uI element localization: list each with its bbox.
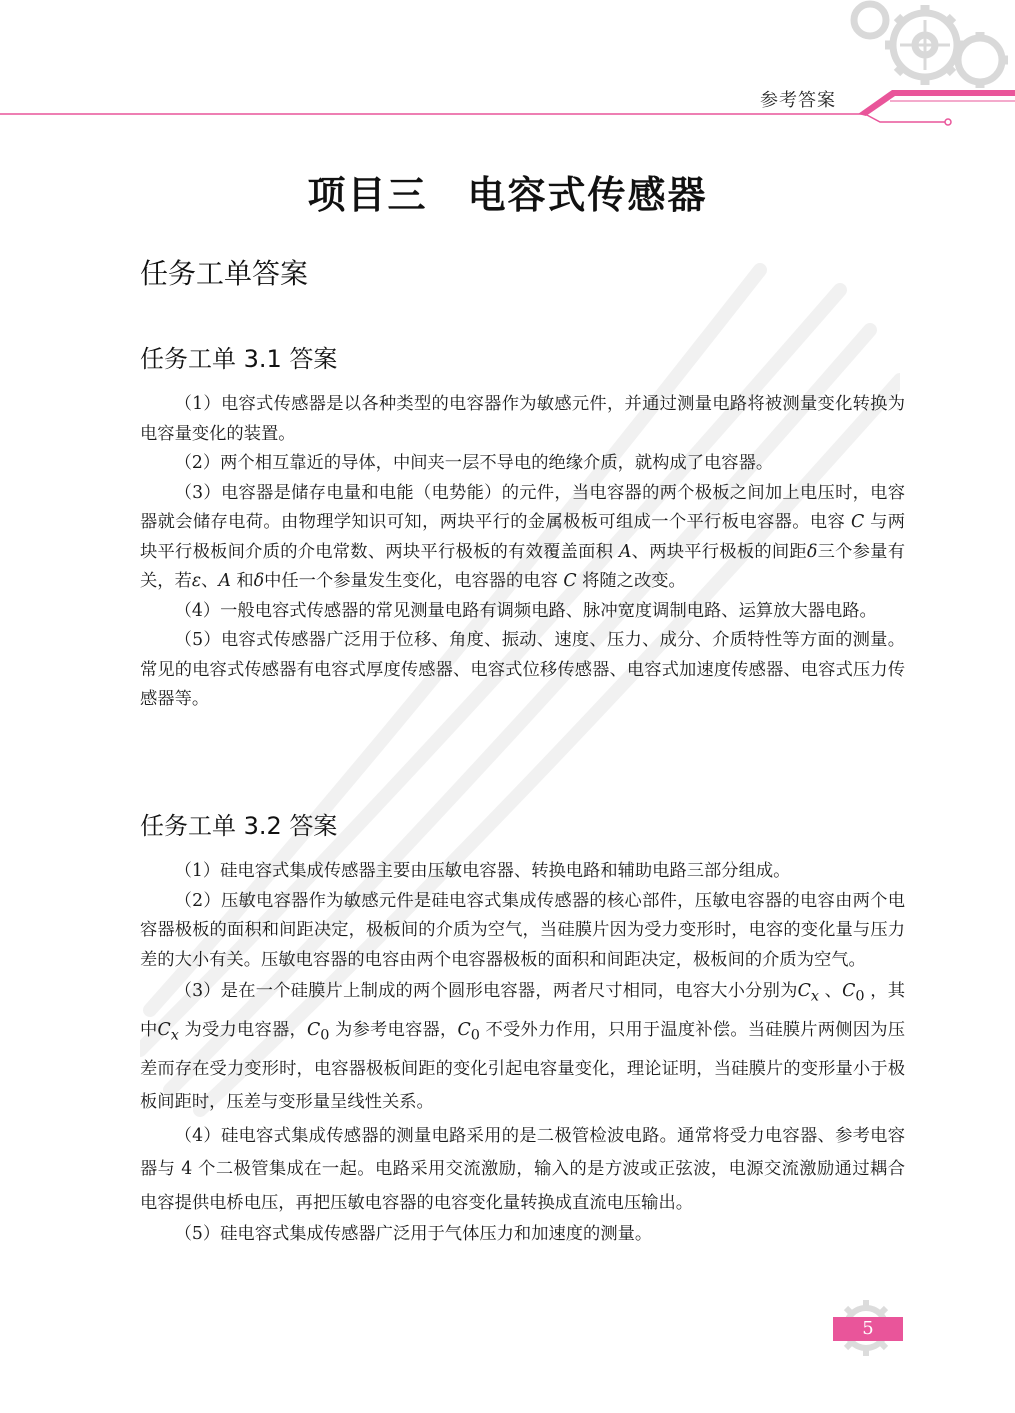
task-3-2-body xyxy=(140,857,905,1250)
task-3-2-item-3: （3）是在一个硅膜片上制成的两个圆形电容器，两者尺寸相同，电容大小分别为$C_x$ 、$C_0$ ，其中$C_x$ 为受力电容器，$C_0$ 为参考电容器，$C_0$ 不受外力作用，只用于温度补偿。当硅膜片两侧因为压差而存在受力变形时，电容器极板间距的变化引起电容量变化，理论证明，当硅膜片的变形量小于极板间距时，压差与变形量呈线性关系。 xyxy=(140,981,906,1113)
task-3-1-item-5: （5）电容式传感器广泛用于位移、角度、振动、速度、压力、成分、介质特性等方面的测量。常见的电容式传感器有电容式厚度传感器、电容式位移传感器、电容式加速度传感器、电容式压力传感器等。 xyxy=(140,630,905,709)
symbol-delta: δ xyxy=(806,541,818,562)
subscript-0: 0 xyxy=(855,988,865,1005)
section-title: 任务工单答案 xyxy=(140,257,309,290)
task-3-1-title: 任务工单 3.1 答案 xyxy=(140,345,338,373)
task-3-2-item-5: （5）硅电容式集成传感器广泛用于气体压力和加速度的测量。 xyxy=(174,1224,653,1245)
page-number: 5 xyxy=(833,1317,903,1341)
task-3-1-item-4: （4）一般电容式传感器的常见测量电路有调频电路、脉冲宽度调制电路、运算放大器电路。 xyxy=(174,600,877,621)
task-3-2-title: 任务工单 3.2 答案 xyxy=(140,812,338,840)
task-3-2-item-4: （4）硅电容式集成传感器的测量电路采用的是二极管检波电路。通常将受力电容器、参考电容器与 4 个二极管集成在一起。电路采用交流激励，输入的是方波或正弦波，电源交流激励通过耦合电容提供电桥电压，再把压敏电容器的电容变化量转换成直流电压输出。 xyxy=(140,1125,905,1213)
running-title: 参考答案 xyxy=(760,90,836,111)
subscript-x: x xyxy=(810,988,819,1005)
task-3-2-item-2: （2）压敏电容器作为敏感元件是硅电容式集成传感器的核心部件，压敏电容器的电容由两个电容器极板的面积和间距决定，极板间的介质为空气，当硅膜片因为受力变形时，电容的变化量与压力差的大小有关。压敏电容器的电容由两个电容器极板的面积和间距决定，极板间的介质为空气。 xyxy=(140,890,905,970)
header-rule xyxy=(0,0,1015,135)
chapter-title: 项目三 电容式传感器 xyxy=(307,173,708,217)
symbol-a: A xyxy=(618,541,632,562)
symbol-c: C xyxy=(851,512,865,532)
symbol-epsilon: ε xyxy=(191,571,202,591)
task-3-1-item-1: （1）电容式传感器是以各种类型的电容器作为敏感元件，并通过测量电路将被测量变化转换为电容量变化的装置。 xyxy=(140,394,905,444)
task-3-1-item-3: （3）电容器是储存电量和电能（电势能）的元件，当电容器的两个极板之间加上电压时，电容器就会储存电荷。由物理学知识可知，两块平行的金属极板可组成一个平行板电容器。电容 C 与两块平行极板间介质的介电常数、两块平行极板的有效覆盖面积 A、两块平行极板的间距δ三个参量有关，若ε、A 和δ中任一个参量发生变化，电容器的电容 C 将随之改变。 xyxy=(140,482,906,591)
task-3-1-body xyxy=(140,390,905,715)
task-3-2-item-1: （1）硅电容式集成传感器主要由压敏电容器、转换电路和辅助电路三部分组成。 xyxy=(174,861,791,881)
task-3-1-item-2: （2）两个相互靠近的导体，中间夹一层不导电的绝缘介质，就构成了电容器。 xyxy=(174,453,774,473)
